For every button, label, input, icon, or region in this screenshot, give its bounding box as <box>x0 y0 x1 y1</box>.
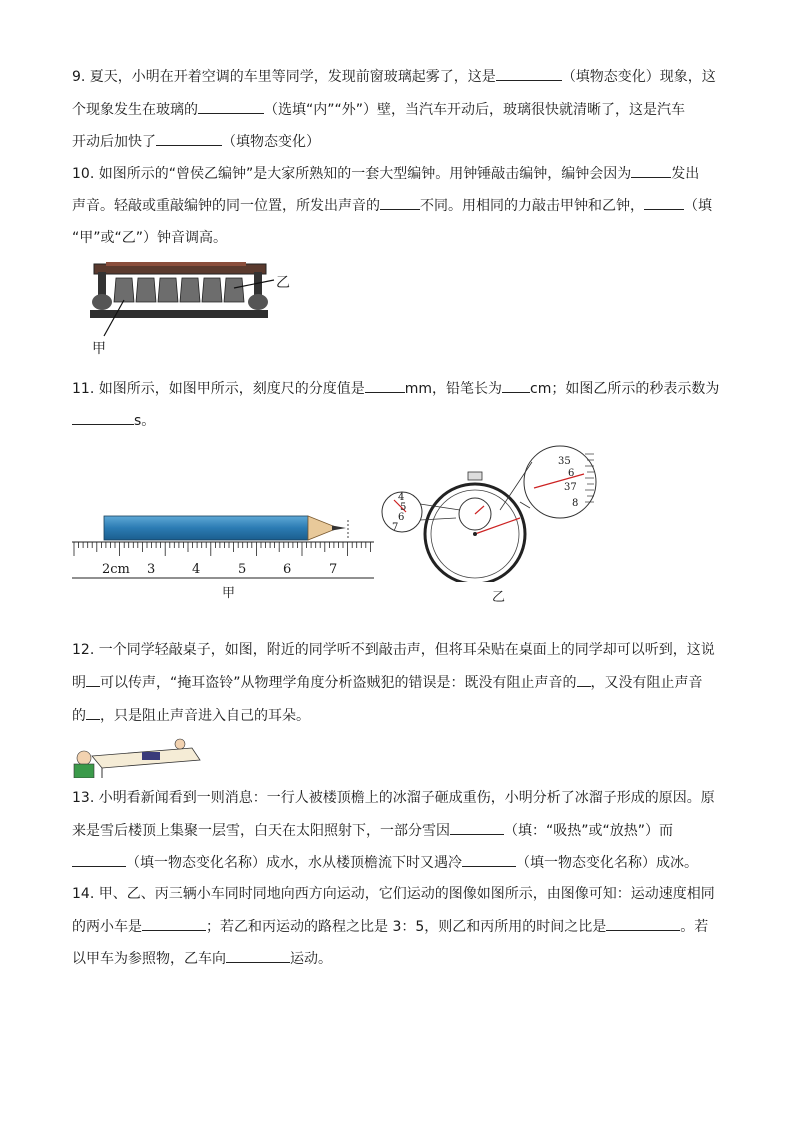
q9-line-3: 开动后加快了 （填物态变化） <box>72 131 320 152</box>
answer-blank[interactable] <box>86 705 100 720</box>
stopwatch-drawing <box>380 440 610 582</box>
ruler-label: 7 <box>329 562 338 577</box>
ruler-label: 3 <box>147 562 156 577</box>
q9-line-2: 个现象发生在玻璃的 （选填“内”“外”）壁，当汽车开动后，玻璃很快就清晰了，这是汽车 <box>72 99 685 120</box>
answer-blank[interactable] <box>644 195 684 210</box>
answer-blank[interactable] <box>226 948 290 963</box>
dial-right-label: 37 <box>564 482 577 493</box>
bianzhong-figure <box>86 258 296 358</box>
answer-blank[interactable] <box>365 378 405 393</box>
desk-listening-figure <box>72 738 202 778</box>
q12-line-1: 12. 一个同学轻敲桌子，如图，附近的同学听不到敲击声，但将耳朵贴在桌面上的同学却可以听到，这说 <box>72 642 715 658</box>
ruler-label: 4 <box>192 562 201 577</box>
label-jia: 甲 <box>92 341 106 357</box>
q12-line-3: 的 ，只是阻止声音进入自己的耳朵。 <box>72 705 310 726</box>
q10-line-1: 10. 如图所示的“曾侯乙编钟”是大家所熟知的一套大型编钟。用钟锤敲击编钟，编钟会因为 发出 <box>72 163 699 184</box>
q14-line-3: 以甲车为参照物，乙车向 运动。 <box>72 948 332 969</box>
caption-yi: 乙 <box>492 590 506 605</box>
answer-blank[interactable] <box>450 820 504 835</box>
bianzhong-drawing <box>86 258 296 358</box>
q14-line-1: 14. 甲、乙、丙三辆小车同时同地向西方向运动，它们运动的图像如图所示，由图像可知：运动速度相同 <box>72 886 715 902</box>
answer-blank[interactable] <box>502 378 530 393</box>
dial-left-label: 7 <box>392 522 399 533</box>
dial-right-label: 6 <box>568 468 575 479</box>
answer-blank[interactable] <box>496 66 562 81</box>
answer-blank[interactable] <box>72 410 134 425</box>
ruler-label: 2cm <box>102 562 130 577</box>
answer-blank[interactable] <box>462 852 516 867</box>
ruler-pencil-figure <box>70 500 380 600</box>
q11-line-1: 11. 如图所示，如图甲所示，刻度尺的分度值是 mm，铅笔长为 cm；如图乙所示的秒表示数为 <box>72 378 719 399</box>
q9-line-1: 9. 夏天，小明在开着空调的车里等同学，发现前窗玻璃起雾了，这是 （填物态变化）现象，这 <box>72 66 716 87</box>
q13-line-3: （填一物态变化名称）成水，水从楼顶檐流下时又遇冷 （填一物态变化名称）成冰。 <box>72 852 698 873</box>
label-yi: 乙 <box>276 275 290 291</box>
answer-blank[interactable] <box>72 852 126 867</box>
ruler-label: 6 <box>283 562 292 577</box>
dial-right-label: 35 <box>558 456 571 467</box>
ruler-label: 5 <box>238 562 247 577</box>
caption-jia: 甲 <box>222 586 236 601</box>
stopwatch-figure <box>380 440 610 605</box>
answer-blank[interactable] <box>606 916 680 931</box>
answer-blank[interactable] <box>577 672 591 687</box>
q10-line-3: “甲”或“乙”）钟音调高。 <box>72 230 228 246</box>
dial-left-label: 6 <box>398 512 405 523</box>
answer-blank[interactable] <box>631 163 671 178</box>
answer-blank[interactable] <box>86 672 100 687</box>
q10-line-2: 声音。轻敲或重敲编钟的同一位置，所发出声音的 不同。用相同的力敲击甲钟和乙钟， （填 <box>72 195 712 216</box>
q13-line-2: 来是雪后楼顶上集聚一层雪，白天在太阳照射下，一部分雪因 （填：“吸热”或“放热”）而 <box>72 820 673 841</box>
desk-drawing <box>72 738 202 778</box>
q13-line-1: 13. 小明看新闻看到一则消息：一行人被楼顶檐上的冰溜子砸成重伤，小明分析了冰溜子形成的原因。原 <box>72 790 715 806</box>
answer-blank[interactable] <box>380 195 420 210</box>
q12-line-2: 明 可以传声，“掩耳盗铃”从物理学角度分析盗贼犯的错误是：既没有阻止声音的 ，又没有阻止声音 <box>72 672 703 693</box>
answer-blank[interactable] <box>198 99 264 114</box>
q11-line-2: s。 <box>72 410 155 431</box>
dial-right-label: 8 <box>572 498 579 509</box>
answer-blank[interactable] <box>142 916 206 931</box>
answer-blank[interactable] <box>156 131 222 146</box>
dial-left-label: 4 <box>398 492 405 503</box>
dial-left-label: 5 <box>400 502 407 513</box>
q14-line-2: 的两小车是 ；若乙和丙运动的路程之比是 3：5，则乙和丙所用的时间之比是 。若 <box>72 916 708 937</box>
